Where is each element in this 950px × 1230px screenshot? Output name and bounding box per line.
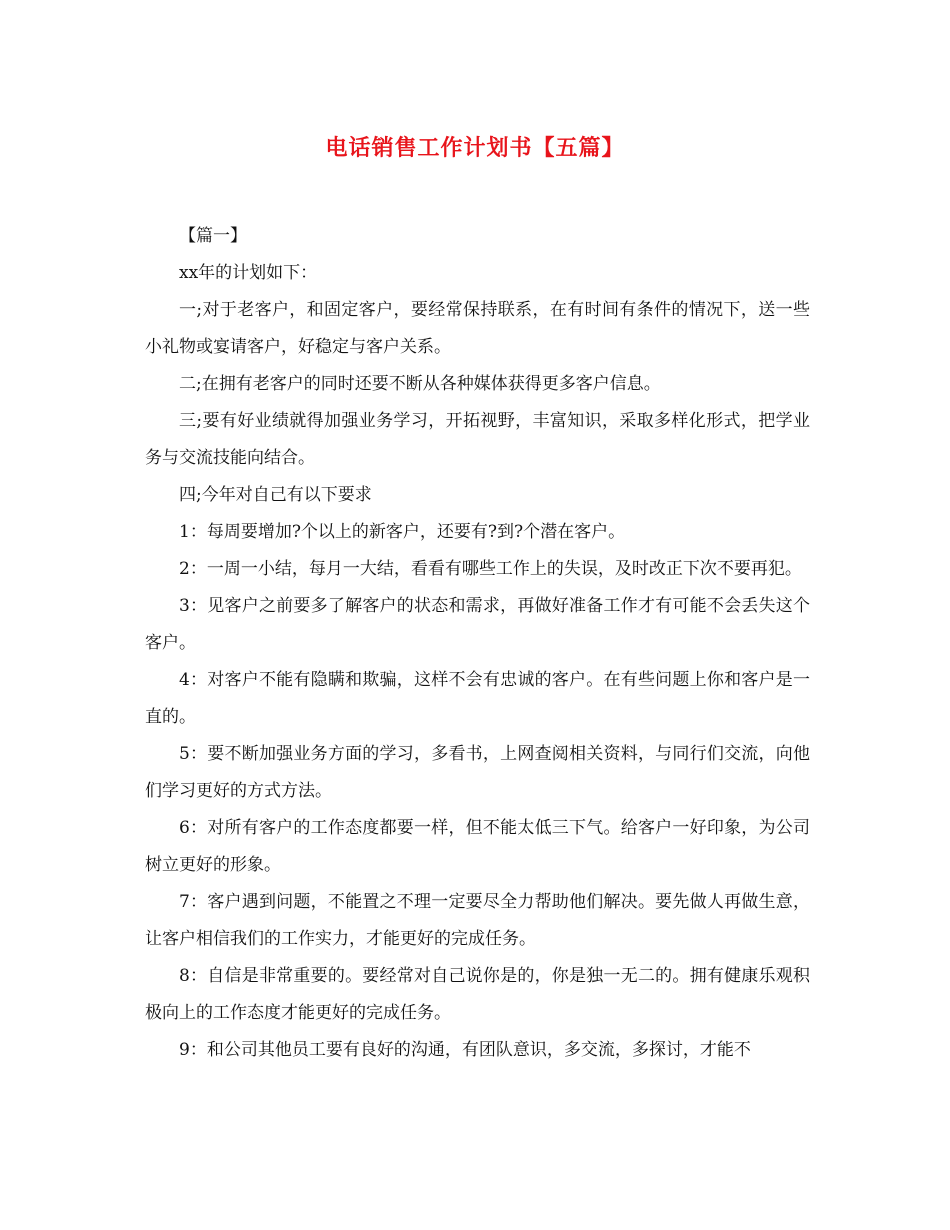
paragraph-requirement-1: 1：每周要增加?个以上的新客户，还要有?到?个潜在客户。 [179, 522, 626, 542]
paragraph-requirement-5: 5：要不断加强业务方面的学习，多看书，上网查阅相关资料，与同行们交流，向他们学习更好的方式方法。 [145, 744, 810, 801]
paragraph-requirement-8: 8：自信是非常重要的。要经常对自己说你是的，你是独一无二的。拥有健康乐观积极向上的工作态度才能更好的完成任务。 [145, 966, 810, 1023]
paragraph-requirement-4: 4：对客户不能有隐瞒和欺骗，这样不会有忠诚的客户。在有些问题上你和客户是一直的。 [145, 670, 810, 727]
paragraph-item-4: 四;今年对自己有以下要求 [179, 485, 372, 505]
paragraph-requirement-2: 2：一周一小结，每月一大结，看看有哪些工作上的失误，及时改正下次不要再犯。 [179, 559, 802, 579]
paragraph-item-2: 二;在拥有老客户的同时还要不断从各种媒体获得更多客户信息。 [179, 374, 661, 394]
paragraph-requirement-3: 3：见客户之前要多了解客户的状态和需求，再做好准备工作才有可能不会丢失这个客户。 [145, 596, 810, 653]
paragraph-requirement-7: 7：客户遇到问题，不能置之不理一定要尽全力帮助他们解决。要先做人再做生意，让客户相信我们的工作实力，才能更好的完成任务。 [145, 892, 810, 949]
paragraph-requirement-6: 6：对所有客户的工作态度都要一样，但不能太低三下气。给客户一好印象，为公司树立更好的形象。 [145, 818, 810, 875]
paragraph-requirement-9: 9：和公司其他员工要有良好的沟通，有团队意识，多交流，多探讨，才能不 [179, 1040, 751, 1060]
paragraph-plan-intro: xx年的计划如下： [179, 263, 318, 283]
document-title: 电话销售工作计划书【五篇】 [325, 135, 625, 161]
document-body [145, 218, 810, 1069]
paragraph-item-1: 一;对于老客户，和固定客户，要经常保持联系，在有时间有条件的情况下，送一些小礼物或宴请客户，好稳定与客户关系。 [145, 300, 810, 357]
paragraph-item-3: 三;要有好业绩就得加强业务学习，开拓视野，丰富知识，采取多样化形式，把学业务与交流技能向结合。 [145, 411, 810, 468]
paragraph-section-heading: 【篇一】 [179, 226, 247, 246]
